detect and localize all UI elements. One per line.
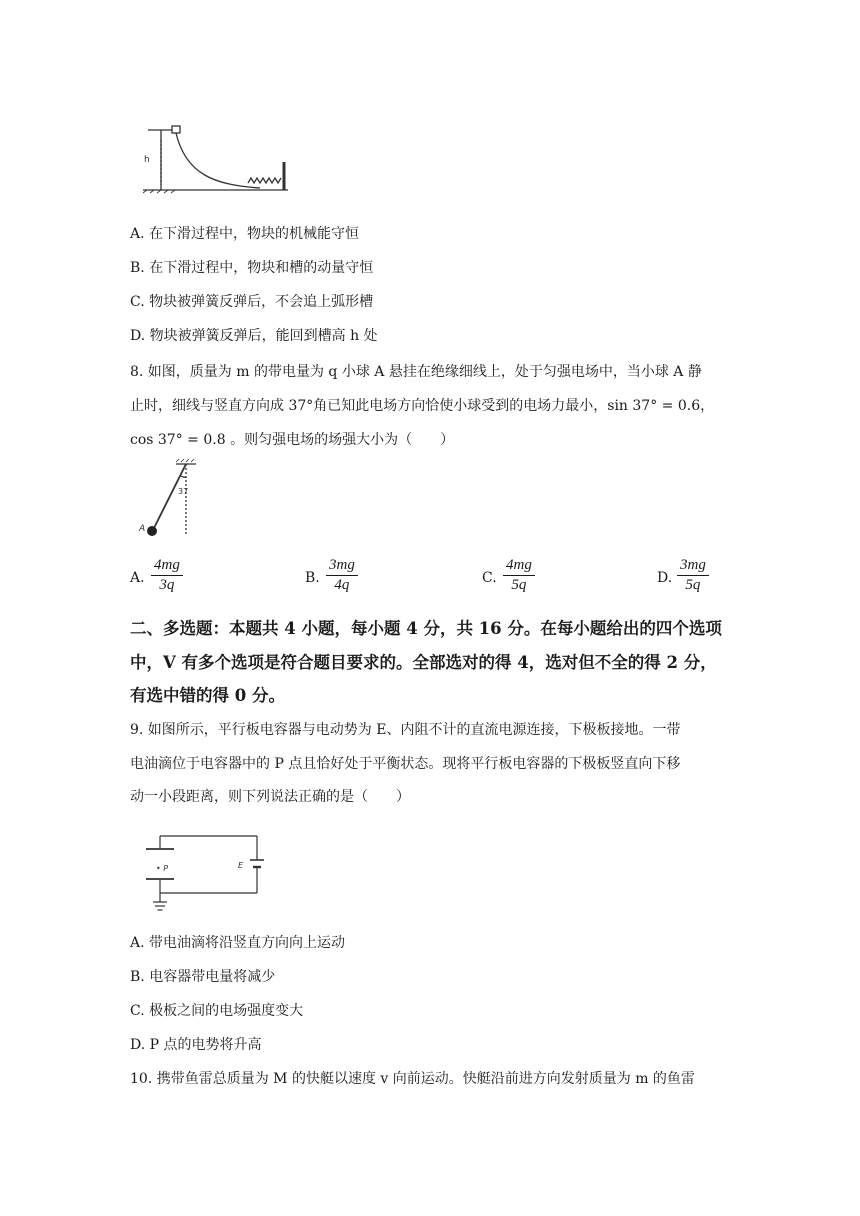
q7-option-d: D. 物块被弹簧反弹后，能回到槽高 h 处	[130, 328, 378, 344]
q8-label-a: A	[139, 524, 146, 534]
q7-option-b: B. 在下滑过程中，物块和槽的动量守恒	[130, 260, 374, 276]
q9-stem-line-2: 电油滴位于电容器中的 P 点且恰好处于平衡状态。现将平行板电容器的下极板竖直向下移	[130, 756, 681, 772]
q7-option-a: A. 在下滑过程中，物块的机械能守恒	[130, 226, 360, 242]
q8-option-d-denominator: 5q	[685, 577, 701, 593]
q8-option-b-numerator: 3mg	[326, 556, 358, 576]
q8-option-a-numerator: 4mg	[151, 556, 183, 576]
q8-stem-line-2: 止时，细线与竖直方向成 37°角已知此电场方向恰使小球受到的电场力最小，sin 37° = 0.6，	[130, 398, 715, 414]
q8-option-c-denominator: 5q	[511, 577, 527, 593]
q9-option-d: D. P 点的电势将升高	[130, 1037, 262, 1053]
q9-option-c: C. 极板之间的电场强度变大	[130, 1003, 304, 1019]
q7-label-h: h	[144, 155, 150, 165]
q9-label-p: • P	[156, 864, 169, 873]
capacitor-circuit-diagram	[146, 836, 264, 910]
q9-option-a: A. 带电油滴将沿竖直方向向上运动	[130, 935, 346, 951]
q8-stem-line-3: cos 37° = 0.8 。则匀强电场的场强大小为（ ）	[130, 432, 455, 448]
q8-option-a-label: A.	[130, 570, 145, 586]
q8-option-d-label: D.	[657, 570, 673, 586]
q8-option-d-numerator: 3mg	[677, 556, 709, 576]
q8-option-c-numerator: 4mg	[503, 556, 535, 576]
q9-label-e: E	[238, 861, 244, 870]
q9-stem-line-3: 动一小段距离，则下列说法正确的是（ ）	[130, 789, 410, 805]
q8-option-b-label: B.	[305, 570, 320, 586]
q9-option-b: B. 电容器带电量将减少	[130, 969, 276, 985]
section2-heading-line-1: 二、多选题：本题共 4 小题，每小题 4 分，共 16 分。在每小题给出的四个选项	[130, 619, 722, 638]
section2-heading-line-3: 有选中错的得 0 分。	[130, 686, 285, 705]
q8-option-a-denominator: 3q	[159, 577, 175, 593]
q7-option-c: C. 物块被弹簧反弹后，不会追上弧形槽	[130, 294, 374, 310]
q8-option-c-label: C.	[482, 570, 497, 586]
section2-heading-line-2: 中，V 有多个选项是符合题目要求的。全部选对的得 4，选对但不全的得 2 分，	[130, 653, 717, 672]
q8-label-angle: 37	[178, 487, 189, 496]
q8-stem-line-1: 8. 如图，质量为 m 的带电量为 q 小球 A 悬挂在绝缘细线上，处于匀强电场中，当小球 A 静	[130, 364, 702, 380]
q9-stem-line-1: 9. 如图所示，平行板电容器与电动势为 E、内阻不计的直流电源连接，下极板接地。一带	[130, 722, 681, 738]
q8-option-b-denominator: 4q	[334, 577, 350, 593]
q10-stem-line-1: 10. 携带鱼雷总质量为 M 的快艇以速度 v 向前运动。快艇沿前进方向发射质量为 m 的鱼雷	[130, 1071, 695, 1087]
